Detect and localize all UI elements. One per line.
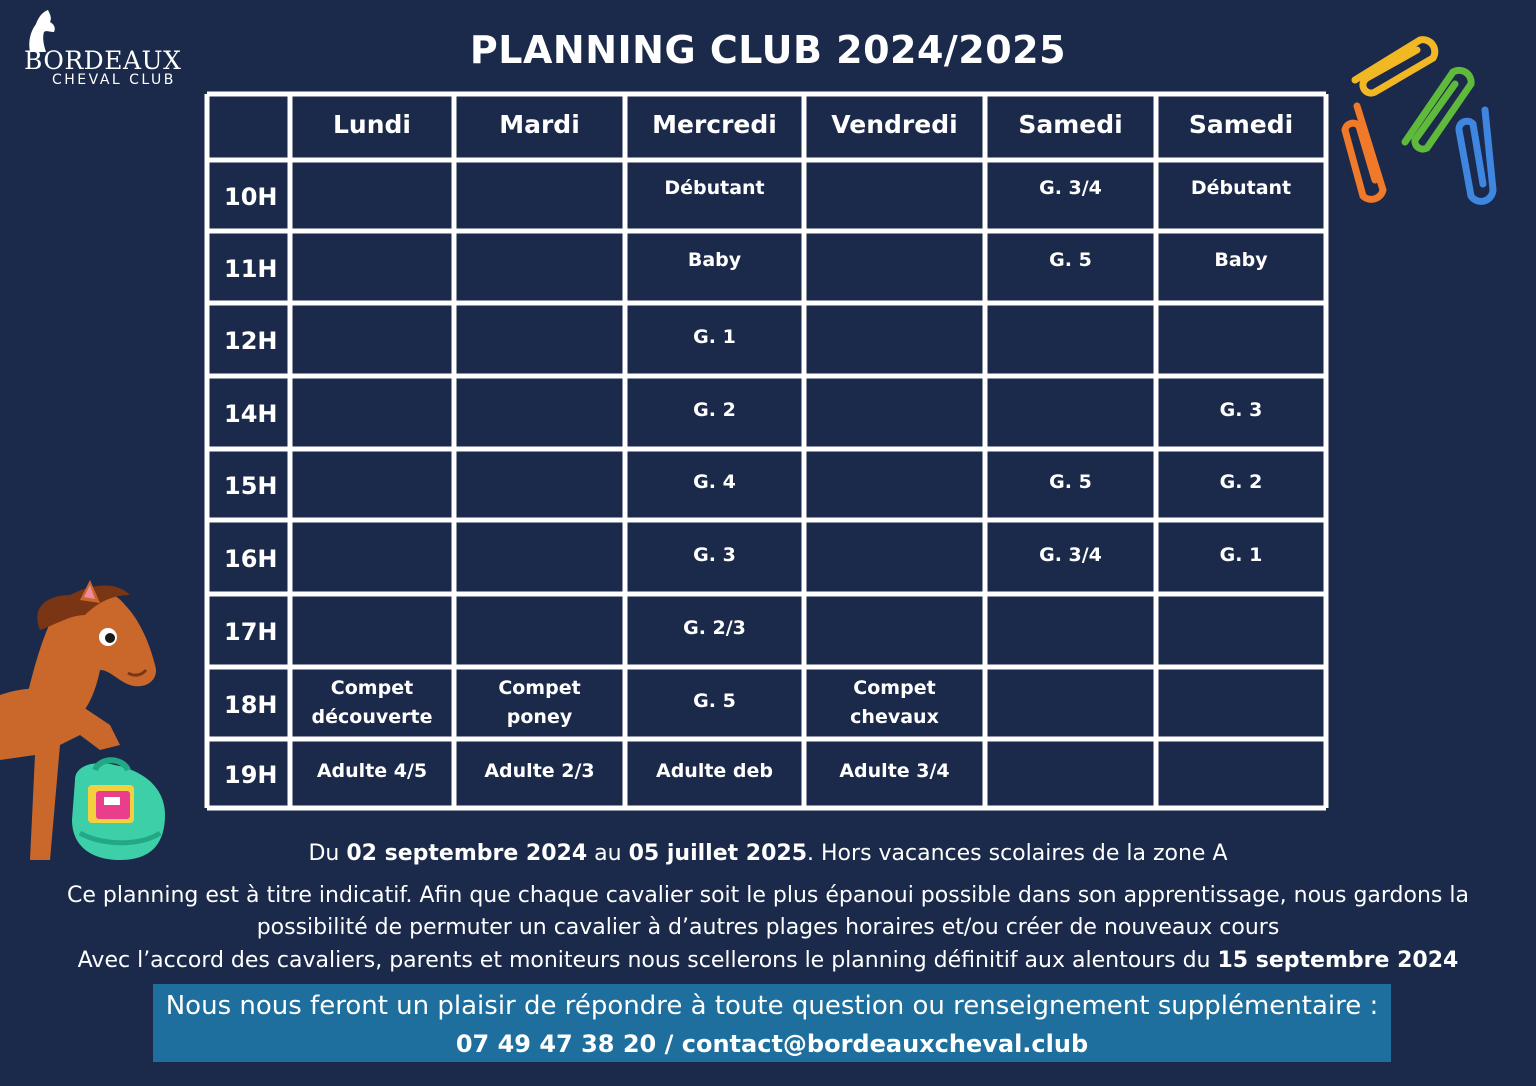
schedule-slot: [988, 377, 1153, 444]
schedule-slot: G. 4: [693, 471, 736, 493]
schedule-slot: Adulte 4/5: [316, 760, 428, 782]
schedule-slot: Baby: [687, 248, 742, 271]
schedule-slot: Adulte deb: [655, 760, 773, 782]
time-label: 12H: [224, 327, 278, 355]
schedule-slot: [807, 304, 982, 371]
schedule-slot: [988, 304, 1153, 371]
schedule-slot: [988, 740, 1153, 803]
schedule-slot: [457, 227, 622, 293]
start-date: 02 septembre 2024: [346, 841, 588, 866]
schedule-slot: [807, 156, 982, 221]
schedule-slot: [293, 595, 451, 662]
schedule-slot: G. 3/4: [1039, 177, 1102, 199]
contact-separator: /: [656, 1030, 682, 1058]
schedule-slot: [293, 521, 451, 589]
schedule-slot: [988, 668, 1153, 734]
schedule-slot: [1159, 304, 1323, 371]
day-header: Lundi: [333, 109, 411, 139]
schedule-slot: [807, 521, 982, 589]
schedule-slot: [988, 595, 1153, 662]
schedule-slot: Débutant: [664, 177, 765, 199]
schedule-slot: [807, 377, 982, 444]
agreement-date: 15 septembre 2024: [1217, 948, 1459, 973]
schedule-slot: G. 2: [693, 399, 736, 421]
schedule-slot: G. 5: [1049, 471, 1092, 493]
schedule-slot: G. 1: [693, 326, 736, 348]
contact-question: Nous nous feront un plaisir de répondre à toute question ou renseignement supplémentaire :: [165, 991, 1379, 1021]
time-label: 19H: [224, 761, 278, 789]
time-label: 17H: [224, 618, 278, 646]
schedule-slot: Compet poney: [498, 677, 581, 728]
schedule-slot: [293, 227, 451, 293]
schedule-slot: [457, 450, 622, 515]
logo-subtitle: CHEVAL CLUB: [52, 72, 176, 88]
schedule-slot: [293, 377, 451, 444]
agreement-text: Avec l’accord des cavaliers, parents et moniteurs nous scellerons le planning définitif aux alentours du: [77, 948, 1218, 973]
schedule-slot: [457, 377, 622, 444]
pony-with-backpack-illustration: [0, 575, 170, 875]
schedule-slot: G. 2/3: [683, 617, 746, 639]
disclaimer-line-1: Ce planning est à titre indicatif. Afin que chaque cavalier soit le plus épanoui possible dans son apprentissage, nous gardons la: [67, 883, 1469, 908]
contact-phone[interactable]: 07 49 47 38 20: [455, 1030, 657, 1058]
disclaimer-line-2: possibilité de permuter un cavalier à d’autres plages horaires et/ou créer de nouveaux cours: [256, 915, 1280, 940]
schedule-slot: Débutant: [1190, 177, 1292, 199]
contact-banner: [153, 984, 1391, 1062]
schedule-slot: [293, 156, 451, 221]
schedule-slot: G. 5: [1049, 248, 1092, 271]
schedule-slot: [293, 450, 451, 515]
time-label: 15H: [224, 472, 278, 500]
day-header: Mercredi: [652, 109, 777, 139]
schedule-slot: [807, 227, 982, 293]
schedule-slot: [457, 156, 622, 221]
date-prefix: Du: [308, 841, 347, 866]
schedule-slot: [807, 450, 982, 515]
schedule-slot: [457, 304, 622, 371]
schedule-slot: Baby: [1214, 248, 1268, 271]
schedule-slot: [1159, 668, 1323, 734]
schedule-slot: Compet chevaux: [850, 677, 939, 728]
end-date: 05 juillet 2025: [628, 841, 808, 866]
schedule-slot: G. 3/4: [1039, 543, 1102, 566]
schedule-slot: Adulte 3/4: [839, 760, 950, 782]
schedule-slot: G. 3: [693, 543, 736, 566]
day-header: Samedi: [1188, 109, 1294, 139]
contact-email[interactable]: contact@bordeauxcheval.club: [681, 1030, 1089, 1058]
time-label: 14H: [224, 400, 278, 428]
date-middle: au: [587, 841, 629, 866]
day-header: Samedi: [1018, 109, 1123, 139]
schedule-slot: [293, 304, 451, 371]
page-title: PLANNING CLUB 2024/2025: [469, 28, 1067, 72]
schedule-slot: [457, 521, 622, 589]
paperclips-icon: [1335, 20, 1525, 220]
day-header: Vendredi: [831, 109, 958, 139]
schedule-slot: [1159, 740, 1323, 803]
time-label: 18H: [224, 690, 278, 719]
schedule-slot: Compet découverte: [311, 677, 433, 728]
schedule-slot: Adulte 2/3: [484, 760, 595, 782]
schedule-slot: [807, 595, 982, 662]
date-range-line: [0, 837, 1536, 870]
schedule-slot: [457, 595, 622, 662]
time-label: 11H: [224, 254, 278, 283]
contact-details: [153, 1026, 1391, 1062]
day-header: Mardi: [499, 109, 580, 139]
schedule-slot: G. 1: [1219, 543, 1263, 566]
time-label: 10H: [224, 183, 278, 211]
time-label: 16H: [224, 544, 278, 573]
schedule-slot: G. 2: [1219, 471, 1263, 493]
logo-wordmark: BORDEAUX: [24, 46, 182, 75]
schedule-slot: G. 3: [1219, 399, 1263, 421]
schedule-slot: [1159, 595, 1323, 662]
schedule-slot: G. 5: [693, 689, 736, 712]
agreement-line: [0, 944, 1536, 977]
date-suffix: . Hors vacances scolaires de la zone A: [807, 841, 1228, 866]
